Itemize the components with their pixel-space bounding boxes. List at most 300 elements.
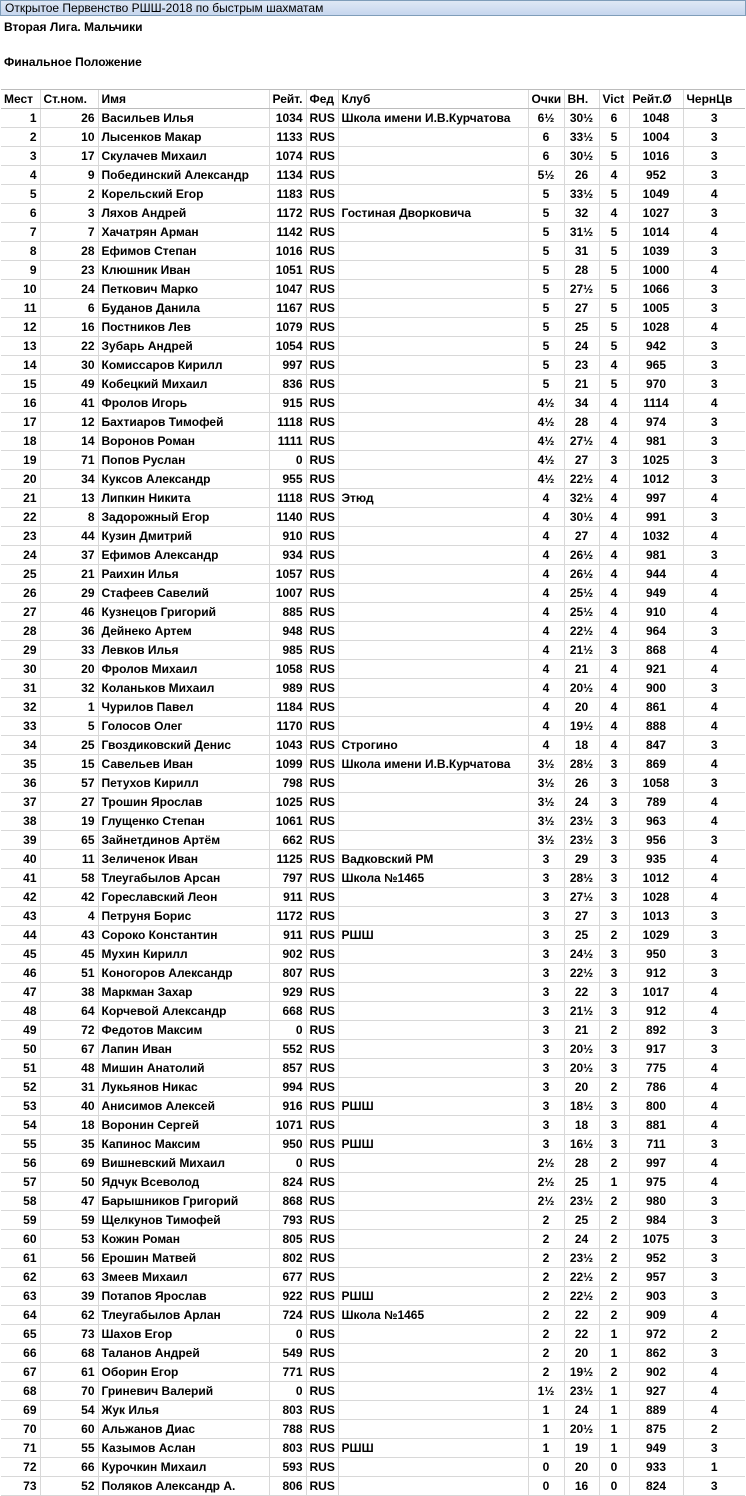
player-name-cell: Казымов Аслан bbox=[98, 1439, 269, 1458]
federation-cell: RUS bbox=[306, 1173, 338, 1192]
rating-cell: 1167 bbox=[269, 299, 306, 318]
start-number-cell: 32 bbox=[40, 679, 98, 698]
tiebreak-cell: 28 bbox=[564, 261, 599, 280]
points-cell: 5 bbox=[528, 337, 564, 356]
place-cell: 36 bbox=[1, 774, 40, 793]
black-games-cell: 3 bbox=[683, 679, 745, 698]
tiebreak-cell: 21 bbox=[564, 660, 599, 679]
club-cell bbox=[338, 1477, 528, 1496]
player-name-cell: Хачатрян Арман bbox=[98, 223, 269, 242]
rating-cell: 922 bbox=[269, 1287, 306, 1306]
table-row bbox=[1, 451, 745, 470]
points-cell: 4 bbox=[528, 527, 564, 546]
column-header-rating[interactable]: Рейт. bbox=[269, 90, 306, 109]
black-games-cell: 4 bbox=[683, 489, 745, 508]
black-games-cell: 3 bbox=[683, 337, 745, 356]
place-cell: 63 bbox=[1, 1287, 40, 1306]
tiebreak-cell: 25 bbox=[564, 1173, 599, 1192]
black-games-cell: 3 bbox=[683, 1135, 745, 1154]
rating-cell: 803 bbox=[269, 1439, 306, 1458]
points-cell: 5 bbox=[528, 242, 564, 261]
average-rating-cell: 847 bbox=[629, 736, 683, 755]
federation-cell: RUS bbox=[306, 413, 338, 432]
player-name-cell: Постников Лев bbox=[98, 318, 269, 337]
average-rating-cell: 1048 bbox=[629, 109, 683, 128]
table-row bbox=[1, 1287, 745, 1306]
player-name-cell: Ефимов Александр bbox=[98, 546, 269, 565]
average-rating-cell: 868 bbox=[629, 641, 683, 660]
average-rating-cell: 1049 bbox=[629, 185, 683, 204]
rating-cell: 836 bbox=[269, 375, 306, 394]
club-cell: Школа №1465 bbox=[338, 869, 528, 888]
tiebreak-cell: 20½ bbox=[564, 1420, 599, 1439]
tiebreak-cell: 32½ bbox=[564, 489, 599, 508]
table-row bbox=[1, 413, 745, 432]
points-cell: 3 bbox=[528, 964, 564, 983]
black-games-cell: 4 bbox=[683, 888, 745, 907]
points-cell: 3½ bbox=[528, 831, 564, 850]
federation-cell: RUS bbox=[306, 1344, 338, 1363]
victories-cell: 1 bbox=[599, 1325, 629, 1344]
victories-cell: 4 bbox=[599, 204, 629, 223]
start-number-cell: 28 bbox=[40, 242, 98, 261]
player-name-cell: Воронин Сергей bbox=[98, 1116, 269, 1135]
victories-cell: 5 bbox=[599, 128, 629, 147]
federation-cell: RUS bbox=[306, 964, 338, 983]
victories-cell: 0 bbox=[599, 1458, 629, 1477]
start-number-cell: 4 bbox=[40, 907, 98, 926]
player-name-cell: Глущенко Степан bbox=[98, 812, 269, 831]
tiebreak-cell: 26 bbox=[564, 166, 599, 185]
player-name-cell: Мишин Анатолий bbox=[98, 1059, 269, 1078]
column-header-name[interactable]: Имя bbox=[98, 90, 269, 109]
federation-cell: RUS bbox=[306, 1154, 338, 1173]
black-games-cell: 3 bbox=[683, 1040, 745, 1059]
table-row bbox=[1, 375, 745, 394]
place-cell: 28 bbox=[1, 622, 40, 641]
table-row bbox=[1, 812, 745, 831]
points-cell: 4 bbox=[528, 679, 564, 698]
column-header-place[interactable]: Мест bbox=[1, 90, 40, 109]
points-cell: 2 bbox=[528, 1344, 564, 1363]
points-cell: 0 bbox=[528, 1477, 564, 1496]
points-cell: 0 bbox=[528, 1458, 564, 1477]
federation-cell: RUS bbox=[306, 1363, 338, 1382]
rating-cell: 989 bbox=[269, 679, 306, 698]
place-cell: 70 bbox=[1, 1420, 40, 1439]
player-name-cell: Ляхов Андрей bbox=[98, 204, 269, 223]
place-cell: 4 bbox=[1, 166, 40, 185]
tiebreak-cell: 28½ bbox=[564, 755, 599, 774]
black-games-cell: 4 bbox=[683, 261, 745, 280]
federation-cell: RUS bbox=[306, 926, 338, 945]
player-name-cell: Савельев Иван bbox=[98, 755, 269, 774]
start-number-cell: 55 bbox=[40, 1439, 98, 1458]
average-rating-cell: 949 bbox=[629, 584, 683, 603]
player-name-cell: Воронов Роман bbox=[98, 432, 269, 451]
club-cell: Строгино bbox=[338, 736, 528, 755]
federation-cell: RUS bbox=[306, 166, 338, 185]
club-cell bbox=[338, 451, 528, 470]
federation-cell: RUS bbox=[306, 1325, 338, 1344]
black-games-cell: 4 bbox=[683, 698, 745, 717]
club-cell bbox=[338, 261, 528, 280]
average-rating-cell: 952 bbox=[629, 166, 683, 185]
points-cell: 3 bbox=[528, 1059, 564, 1078]
player-name-cell: Васильев Илья bbox=[98, 109, 269, 128]
place-cell: 50 bbox=[1, 1040, 40, 1059]
points-cell: 2 bbox=[528, 1230, 564, 1249]
player-name-cell: Тлеугабылов Арлан bbox=[98, 1306, 269, 1325]
place-cell: 48 bbox=[1, 1002, 40, 1021]
rating-cell: 1184 bbox=[269, 698, 306, 717]
start-number-cell: 41 bbox=[40, 394, 98, 413]
average-rating-cell: 942 bbox=[629, 337, 683, 356]
club-cell bbox=[338, 1230, 528, 1249]
start-number-cell: 47 bbox=[40, 1192, 98, 1211]
club-cell bbox=[338, 470, 528, 489]
start-number-cell: 40 bbox=[40, 1097, 98, 1116]
federation-cell: RUS bbox=[306, 1059, 338, 1078]
average-rating-cell: 888 bbox=[629, 717, 683, 736]
club-cell bbox=[338, 1059, 528, 1078]
tiebreak-cell: 21 bbox=[564, 1021, 599, 1040]
average-rating-cell: 997 bbox=[629, 489, 683, 508]
club-cell bbox=[338, 888, 528, 907]
table-row bbox=[1, 204, 745, 223]
column-header-club[interactable]: Клуб bbox=[338, 90, 528, 109]
player-name-cell: Ерошин Матвей bbox=[98, 1249, 269, 1268]
rating-cell: 1111 bbox=[269, 432, 306, 451]
average-rating-cell: 921 bbox=[629, 660, 683, 679]
black-games-cell: 3 bbox=[683, 1230, 745, 1249]
place-cell: 37 bbox=[1, 793, 40, 812]
table-row bbox=[1, 736, 745, 755]
start-number-cell: 7 bbox=[40, 223, 98, 242]
player-name-cell: Капинос Максим bbox=[98, 1135, 269, 1154]
place-cell: 42 bbox=[1, 888, 40, 907]
table-row bbox=[1, 1401, 745, 1420]
points-cell: 3 bbox=[528, 869, 564, 888]
table-row bbox=[1, 299, 745, 318]
rating-cell: 1071 bbox=[269, 1116, 306, 1135]
start-number-cell: 31 bbox=[40, 1078, 98, 1097]
club-cell bbox=[338, 432, 528, 451]
federation-cell: RUS bbox=[306, 1382, 338, 1401]
tiebreak-cell: 21½ bbox=[564, 641, 599, 660]
place-cell: 72 bbox=[1, 1458, 40, 1477]
table-row bbox=[1, 394, 745, 413]
start-number-cell: 53 bbox=[40, 1230, 98, 1249]
tiebreak-cell: 22 bbox=[564, 983, 599, 1002]
place-cell: 49 bbox=[1, 1021, 40, 1040]
club-cell: РШШ bbox=[338, 1439, 528, 1458]
tiebreak-cell: 30½ bbox=[564, 109, 599, 128]
place-cell: 10 bbox=[1, 280, 40, 299]
tiebreak-cell: 20 bbox=[564, 1344, 599, 1363]
table-row bbox=[1, 1458, 745, 1477]
rating-cell: 0 bbox=[269, 1325, 306, 1344]
tiebreak-cell: 18 bbox=[564, 736, 599, 755]
tiebreak-cell: 20 bbox=[564, 1458, 599, 1477]
victories-cell: 1 bbox=[599, 1344, 629, 1363]
black-games-cell: 4 bbox=[683, 983, 745, 1002]
place-cell: 62 bbox=[1, 1268, 40, 1287]
start-number-cell: 58 bbox=[40, 869, 98, 888]
victories-cell: 3 bbox=[599, 907, 629, 926]
victories-cell: 4 bbox=[599, 698, 629, 717]
victories-cell: 6 bbox=[599, 109, 629, 128]
start-number-cell: 71 bbox=[40, 451, 98, 470]
average-rating-cell: 861 bbox=[629, 698, 683, 717]
club-cell bbox=[338, 223, 528, 242]
federation-cell: RUS bbox=[306, 945, 338, 964]
average-rating-cell: 933 bbox=[629, 1458, 683, 1477]
tiebreak-cell: 22 bbox=[564, 1306, 599, 1325]
rating-cell: 1142 bbox=[269, 223, 306, 242]
table-row bbox=[1, 166, 745, 185]
tiebreak-cell: 28 bbox=[564, 1154, 599, 1173]
federation-cell: RUS bbox=[306, 869, 338, 888]
place-cell: 40 bbox=[1, 850, 40, 869]
federation-cell: RUS bbox=[306, 1040, 338, 1059]
points-cell: 3 bbox=[528, 1116, 564, 1135]
federation-cell: RUS bbox=[306, 1439, 338, 1458]
place-cell: 35 bbox=[1, 755, 40, 774]
average-rating-cell: 935 bbox=[629, 850, 683, 869]
federation-cell: RUS bbox=[306, 1401, 338, 1420]
place-cell: 18 bbox=[1, 432, 40, 451]
average-rating-cell: 1000 bbox=[629, 261, 683, 280]
black-games-cell: 3 bbox=[683, 204, 745, 223]
place-cell: 55 bbox=[1, 1135, 40, 1154]
table-row bbox=[1, 1439, 745, 1458]
black-games-cell: 3 bbox=[683, 964, 745, 983]
place-cell: 39 bbox=[1, 831, 40, 850]
black-games-cell: 4 bbox=[683, 1116, 745, 1135]
table-row bbox=[1, 1382, 745, 1401]
federation-cell: RUS bbox=[306, 1458, 338, 1477]
table-row bbox=[1, 1230, 745, 1249]
victories-cell: 2 bbox=[599, 1249, 629, 1268]
federation-cell: RUS bbox=[306, 546, 338, 565]
victories-cell: 5 bbox=[599, 337, 629, 356]
victories-cell: 4 bbox=[599, 622, 629, 641]
average-rating-cell: 1005 bbox=[629, 299, 683, 318]
column-header-points[interactable]: Очки bbox=[528, 90, 564, 109]
victories-cell: 2 bbox=[599, 1078, 629, 1097]
victories-cell: 3 bbox=[599, 641, 629, 660]
club-cell bbox=[338, 1401, 528, 1420]
club-cell bbox=[338, 1002, 528, 1021]
start-number-cell: 46 bbox=[40, 603, 98, 622]
black-games-cell: 3 bbox=[683, 1268, 745, 1287]
victories-cell: 5 bbox=[599, 223, 629, 242]
start-number-cell: 26 bbox=[40, 109, 98, 128]
black-games-cell: 4 bbox=[683, 1173, 745, 1192]
club-cell: РШШ bbox=[338, 1287, 528, 1306]
place-cell: 52 bbox=[1, 1078, 40, 1097]
player-name-cell: Дейнеко Артем bbox=[98, 622, 269, 641]
black-games-cell: 3 bbox=[683, 774, 745, 793]
victories-cell: 1 bbox=[599, 1401, 629, 1420]
victories-cell: 2 bbox=[599, 1154, 629, 1173]
club-cell bbox=[338, 1040, 528, 1059]
black-games-cell: 4 bbox=[683, 1154, 745, 1173]
average-rating-cell: 800 bbox=[629, 1097, 683, 1116]
average-rating-cell: 1039 bbox=[629, 242, 683, 261]
club-cell: РШШ bbox=[338, 1135, 528, 1154]
points-cell: 3 bbox=[528, 1002, 564, 1021]
rating-cell: 915 bbox=[269, 394, 306, 413]
tiebreak-cell: 27 bbox=[564, 451, 599, 470]
rating-cell: 797 bbox=[269, 869, 306, 888]
start-number-cell: 9 bbox=[40, 166, 98, 185]
tiebreak-cell: 25½ bbox=[564, 584, 599, 603]
black-games-cell: 3 bbox=[683, 945, 745, 964]
points-cell: 2 bbox=[528, 1325, 564, 1344]
victories-cell: 4 bbox=[599, 584, 629, 603]
start-number-cell: 19 bbox=[40, 812, 98, 831]
place-cell: 46 bbox=[1, 964, 40, 983]
victories-cell: 3 bbox=[599, 1116, 629, 1135]
federation-cell: RUS bbox=[306, 128, 338, 147]
federation-cell: RUS bbox=[306, 299, 338, 318]
club-cell bbox=[338, 565, 528, 584]
column-header-average-rating[interactable]: Рейт.Ø bbox=[629, 90, 683, 109]
start-number-cell: 20 bbox=[40, 660, 98, 679]
start-number-cell: 14 bbox=[40, 432, 98, 451]
points-cell: 3 bbox=[528, 1021, 564, 1040]
table-row bbox=[1, 546, 745, 565]
average-rating-cell: 909 bbox=[629, 1306, 683, 1325]
victories-cell: 3 bbox=[599, 1059, 629, 1078]
place-cell: 57 bbox=[1, 1173, 40, 1192]
average-rating-cell: 1032 bbox=[629, 527, 683, 546]
place-cell: 53 bbox=[1, 1097, 40, 1116]
average-rating-cell: 1028 bbox=[629, 318, 683, 337]
place-cell: 33 bbox=[1, 717, 40, 736]
points-cell: 6 bbox=[528, 147, 564, 166]
place-cell: 26 bbox=[1, 584, 40, 603]
tournament-title: Открытое Первенство РШШ-2018 по быстрым шахматам bbox=[0, 0, 746, 16]
rating-cell: 798 bbox=[269, 774, 306, 793]
black-games-cell: 3 bbox=[683, 831, 745, 850]
player-name-cell: Клюшник Иван bbox=[98, 261, 269, 280]
points-cell: 5 bbox=[528, 318, 564, 337]
tiebreak-cell: 18½ bbox=[564, 1097, 599, 1116]
average-rating-cell: 1014 bbox=[629, 223, 683, 242]
average-rating-cell: 949 bbox=[629, 1439, 683, 1458]
table-row bbox=[1, 831, 745, 850]
rating-cell: 1125 bbox=[269, 850, 306, 869]
table-row bbox=[1, 261, 745, 280]
tiebreak-cell: 18 bbox=[564, 1116, 599, 1135]
place-cell: 73 bbox=[1, 1477, 40, 1496]
column-header-tiebreak[interactable]: ВН. bbox=[564, 90, 599, 109]
club-cell bbox=[338, 983, 528, 1002]
victories-cell: 4 bbox=[599, 546, 629, 565]
victories-cell: 1 bbox=[599, 1382, 629, 1401]
start-number-cell: 69 bbox=[40, 1154, 98, 1173]
column-header-black-games[interactable]: ЧернЦв bbox=[683, 90, 745, 109]
average-rating-cell: 991 bbox=[629, 508, 683, 527]
average-rating-cell: 1058 bbox=[629, 774, 683, 793]
club-cell bbox=[338, 603, 528, 622]
tiebreak-cell: 24 bbox=[564, 793, 599, 812]
tiebreak-cell: 25 bbox=[564, 318, 599, 337]
table-row bbox=[1, 565, 745, 584]
club-cell bbox=[338, 1021, 528, 1040]
club-cell bbox=[338, 964, 528, 983]
rating-cell: 955 bbox=[269, 470, 306, 489]
rating-cell: 806 bbox=[269, 1477, 306, 1496]
federation-cell: RUS bbox=[306, 109, 338, 128]
black-games-cell: 3 bbox=[683, 1287, 745, 1306]
player-name-cell: Альжанов Диас bbox=[98, 1420, 269, 1439]
table-row bbox=[1, 1268, 745, 1287]
start-number-cell: 15 bbox=[40, 755, 98, 774]
club-cell bbox=[338, 717, 528, 736]
table-row bbox=[1, 622, 745, 641]
club-cell bbox=[338, 299, 528, 318]
federation-cell: RUS bbox=[306, 755, 338, 774]
victories-cell: 3 bbox=[599, 888, 629, 907]
black-games-cell: 2 bbox=[683, 1420, 745, 1439]
victories-cell: 1 bbox=[599, 1420, 629, 1439]
place-cell: 59 bbox=[1, 1211, 40, 1230]
black-games-cell: 4 bbox=[683, 394, 745, 413]
victories-cell: 4 bbox=[599, 166, 629, 185]
place-cell: 69 bbox=[1, 1401, 40, 1420]
federation-cell: RUS bbox=[306, 375, 338, 394]
column-header-federation[interactable]: Фед bbox=[306, 90, 338, 109]
column-header-victories[interactable]: Vict bbox=[599, 90, 629, 109]
club-cell bbox=[338, 1211, 528, 1230]
club-cell bbox=[338, 394, 528, 413]
rating-cell: 1025 bbox=[269, 793, 306, 812]
federation-cell: RUS bbox=[306, 280, 338, 299]
club-cell bbox=[338, 147, 528, 166]
start-number-cell: 22 bbox=[40, 337, 98, 356]
rating-cell: 1051 bbox=[269, 261, 306, 280]
average-rating-cell: 974 bbox=[629, 413, 683, 432]
player-name-cell: Трошин Ярослав bbox=[98, 793, 269, 812]
victories-cell: 4 bbox=[599, 432, 629, 451]
points-cell: 4 bbox=[528, 736, 564, 755]
place-cell: 60 bbox=[1, 1230, 40, 1249]
black-games-cell: 4 bbox=[683, 1097, 745, 1116]
club-cell bbox=[338, 337, 528, 356]
club-cell bbox=[338, 546, 528, 565]
black-games-cell: 4 bbox=[683, 1002, 745, 1021]
club-cell bbox=[338, 1173, 528, 1192]
tiebreak-cell: 23½ bbox=[564, 1382, 599, 1401]
start-number-cell: 64 bbox=[40, 1002, 98, 1021]
federation-cell: RUS bbox=[306, 470, 338, 489]
federation-cell: RUS bbox=[306, 1192, 338, 1211]
tiebreak-cell: 19 bbox=[564, 1439, 599, 1458]
place-cell: 61 bbox=[1, 1249, 40, 1268]
column-header-start-number[interactable]: Ст.ном. bbox=[40, 90, 98, 109]
player-name-cell: Корчевой Александр bbox=[98, 1002, 269, 1021]
average-rating-cell: 1012 bbox=[629, 470, 683, 489]
average-rating-cell: 984 bbox=[629, 1211, 683, 1230]
place-cell: 67 bbox=[1, 1363, 40, 1382]
points-cell: 4 bbox=[528, 660, 564, 679]
player-name-cell: Коланьков Михаил bbox=[98, 679, 269, 698]
start-number-cell: 73 bbox=[40, 1325, 98, 1344]
